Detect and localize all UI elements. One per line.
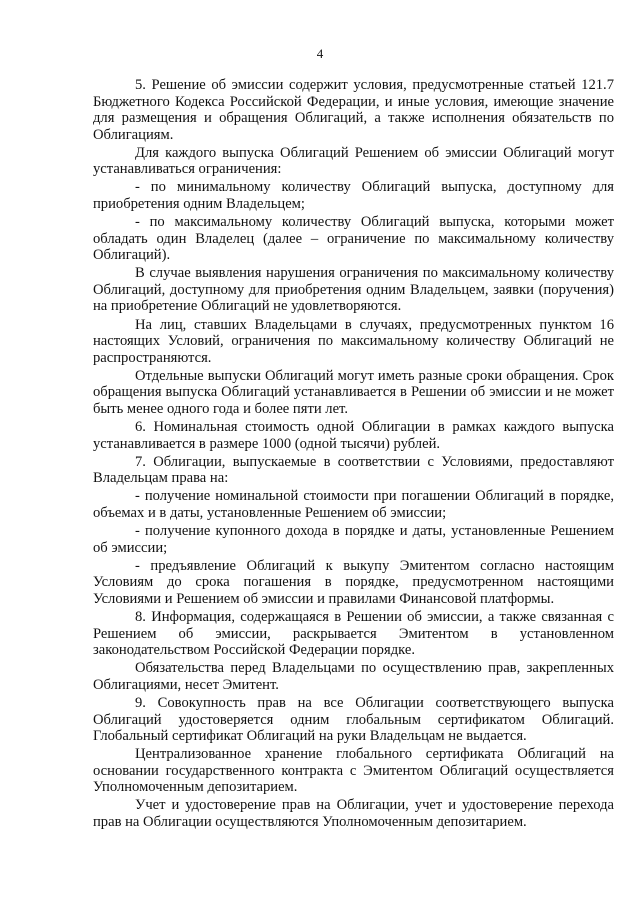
paragraph: - получение купонного дохода в порядке и даты, установленные Решением об эмиссии; [93,523,614,556]
paragraph: 8. Информация, содержащаяся в Решении об эмиссии, а также связанная с Решением об эмиссии, раскрывается Эмитентом в установленном законодательством Российской Федерации порядке. [93,609,614,659]
paragraph: Централизованное хранение глобального сертификата Облигаций на основании государственного контракта с Эмитентом Облигаций осуществляется Уполномоченным депозитарием. [93,746,614,796]
paragraph: - получение номинальной стоимости при погашении Облигаций в порядке, объемах и в даты, установленные Решением об эмиссии; [93,488,614,522]
paragraph: Обязательства перед Владельцами по осуществлению прав, закрепленных Облигациями, несет Эмитент. [93,660,614,693]
paragraph: 7. Облигации, выпускаемые в соответствии с Условиями, предоставляют Владельцам права на: [93,453,614,487]
paragraph: Учет и удостоверение прав на Облигации, учет и удостоверение перехода прав на Облигации осуществляются Уполномоченным депозитарием. [93,797,614,831]
paragraph: 5. Решение об эмиссии содержит условия, предусмотренные статьей 121.7 Бюджетного Кодекса Российской Федерации, и иные условия, имеющие значение для размещения и обращения Облигаций, а также исполнения обязательств по Облигациям. [93,77,614,143]
document-body [93,77,614,832]
paragraph: 9. Совокупность прав на все Облигации соответствующего выпуска Облигаций удостоверяется одним глобальным сертификатом Облигаций. Глобальный сертификат Облигаций на руки Владельцам не выдается. [93,695,614,745]
paragraph: Для каждого выпуска Облигаций Решением об эмиссии Облигаций могут устанавливаться ограничения: [93,144,614,178]
paragraph: - по минимальному количеству Облигаций выпуска, доступному для приобретения одним Владельцем; [93,179,614,213]
paragraph: Отдельные выпуски Облигаций могут иметь разные сроки обращения. Срок обращения выпуска Облигаций устанавливается в Решении об эмиссии и не может быть менее одного года и более пяти лет. [93,367,614,417]
paragraph: - по максимальному количеству Облигаций выпуска, которыми может обладать один Владелец (далее – ограничение по максимальному количеству Облигаций). [93,214,614,264]
paragraph: 6. Номинальная стоимость одной Облигации в рамках каждого выпуска устанавливается в размере 1000 (одной тысячи) рублей. [93,419,614,452]
page-number: 4 [316,46,324,61]
paragraph: В случае выявления нарушения ограничения по максимальному количеству Облигаций, доступному для приобретения одним Владельцем, заявки (поручения) на приобретение Облигаций не удовлетворяются. [93,265,614,315]
paragraph: - предъявление Облигаций к выкупу Эмитентом согласно настоящим Условиям до срока погашения в порядке, предусмотренном настоящими Условиями и Решением об эмиссии и правилами Финансовой платформы. [93,557,614,607]
paragraph: На лиц, ставших Владельцами в случаях, предусмотренных пунктом 16 настоящих Условий, ограничения по максимальному количеству Облигаций не распространяются. [93,316,614,366]
